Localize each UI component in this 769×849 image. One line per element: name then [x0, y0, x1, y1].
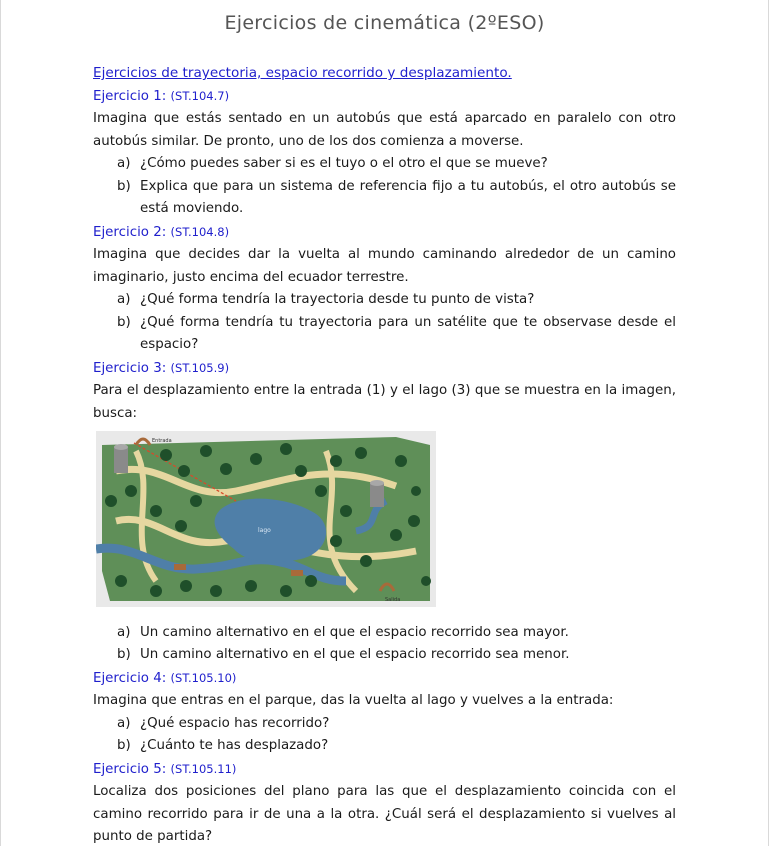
exercise-heading [93, 85, 676, 109]
list-item [93, 713, 676, 736]
exercise-items [93, 622, 676, 667]
exercise-code: (ST.104.7) [170, 88, 230, 103]
bridge [291, 570, 303, 576]
entrance-label: Entrada [152, 438, 172, 444]
exercise-5 [93, 758, 676, 849]
exercise-3 [93, 357, 676, 667]
item-marker: a) [117, 624, 131, 640]
item-text: ¿Qué forma tendría tu trayectoria para un satélite que te observase desde el espacio? [140, 314, 676, 352]
exercise-label: Ejercicio 1: [93, 88, 167, 104]
page-title: Ejercicios de cinemática (2ºESO) [224, 12, 545, 34]
exit-tower [370, 480, 384, 507]
exercise-heading [93, 357, 676, 381]
exercise-label: Ejercicio 4: [93, 670, 167, 686]
document-body [93, 62, 676, 849]
item-marker: b) [117, 178, 131, 194]
item-marker: a) [117, 156, 131, 171]
list-item [93, 176, 676, 221]
exercise-statement: Imagina que entras en el parque, das la vuelta al lago y vuelves a la entrada: [93, 693, 614, 708]
item-marker: b) [117, 314, 131, 330]
exercise-statement: Imagina que estás sentado en un autobús que está aparcado en paralelo con otro autobús similar. De pronto, uno de los dos comienza a moverse. [93, 111, 676, 149]
lake-label: lago [258, 527, 271, 534]
item-text: Un camino alternativo en el que el espacio recorrido sea mayor. [140, 624, 569, 640]
exercise-statement: Para el desplazamiento entre la entrada (1) y el lago (3) que se muestra en la imagen, busca: [93, 383, 676, 421]
exercise-2 [93, 221, 676, 357]
item-text: ¿Cómo puedes saber si es el tuyo o el otro el que se mueve? [140, 156, 548, 171]
exercise-items [93, 289, 676, 357]
exercise-heading [93, 221, 676, 245]
exercise-statement: Localiza dos posiciones del plano para las que el desplazamiento coincida con el camino recorrido para ir de una a la otra. ¿Cuál será el desplazamiento si vuelves al punto de partida? [93, 784, 676, 844]
exercise-heading [93, 667, 676, 691]
exercise-items [93, 153, 676, 221]
list-item [93, 312, 676, 357]
section-heading[interactable]: Ejercicios de trayectoria, espacio recorrido y desplazamiento. [93, 65, 512, 81]
bridge [174, 564, 186, 570]
exercise-statement: Imagina que decides dar la vuelta al mundo caminando alrededor de un camino imaginario, justo encima del ecuador terrestre. [93, 247, 676, 285]
item-text: ¿Cuánto te has desplazado? [140, 738, 329, 753]
exercise-code: (ST.105.10) [170, 670, 237, 685]
park-map-figure [96, 431, 436, 607]
list-item [93, 735, 676, 758]
item-text: Explica que para un sistema de referencia fijo a tu autobús, el otro autobús se está moviendo. [140, 178, 676, 216]
list-item [93, 289, 676, 312]
exercise-label: Ejercicio 3: [93, 360, 167, 376]
item-marker: a) [117, 292, 131, 307]
list-item [93, 153, 676, 176]
item-text: Un camino alternativo en el que el espacio recorrido sea menor. [140, 647, 570, 662]
item-marker: b) [117, 738, 131, 753]
exercise-items [93, 713, 676, 758]
exercise-heading [93, 758, 676, 782]
list-item [93, 644, 676, 667]
item-marker: b) [117, 647, 131, 662]
exit-label: Salida [385, 597, 401, 603]
item-marker: a) [117, 715, 131, 731]
exercise-4 [93, 667, 676, 758]
exercise-1 [93, 85, 676, 221]
item-text: ¿Qué espacio has recorrido? [140, 715, 330, 731]
exercise-label: Ejercicio 2: [93, 224, 167, 240]
list-item [93, 622, 676, 645]
entrance-tower [114, 444, 128, 473]
item-text: ¿Qué forma tendría la trayectoria desde tu punto de vista? [140, 292, 535, 307]
exercise-label: Ejercicio 5: [93, 761, 167, 777]
exercise-code: (ST.105.9) [170, 360, 230, 375]
exercise-code: (ST.105.11) [170, 761, 237, 776]
exercise-code: (ST.104.8) [170, 224, 230, 239]
